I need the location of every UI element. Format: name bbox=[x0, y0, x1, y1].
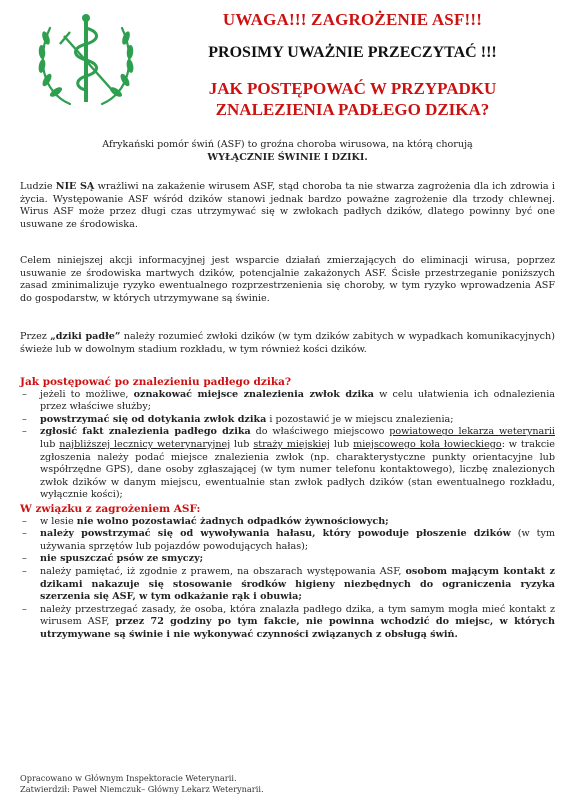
intro-line: Afrykański pomór świń (ASF) to groźna choroba wirusowa, na którą chorują bbox=[102, 139, 473, 150]
text-run: należy rozumieć zwłoki dzików (w tym dzików zabitych w wypadkach komunikacyjnych) świeże lub w dowolnym stadium rozkładu, w tym również kości dzików. bbox=[20, 331, 555, 355]
text-run: Przez bbox=[20, 331, 51, 342]
asf-rules-list bbox=[20, 516, 555, 642]
text-run: w celu ułatwienia ich odnalezienia przez właściwe służby; bbox=[40, 388, 555, 413]
text-run: do właściwego miejscowo bbox=[250, 426, 390, 438]
intro-emphasis: WYŁĄCZNIE ŚWINIE I DZIKI. bbox=[207, 151, 368, 163]
list-item bbox=[20, 528, 555, 553]
emphasis-not-are: NIE SĄ bbox=[55, 181, 95, 192]
text-run: : w trakcie zgłoszenia należy podać miejsce znalezienia zwłok (np. charakterystyczne punkty orientacyjne lub współrzędne GPS), dane osoby zgłaszającej (w tym numer telefonu kontaktowego), liczbę znalezionych zwłok dzików w danym miejscu, ewentualnie stan zwłok padłych dzików (stan ewentualnego rozkładu, wyłącznie kości); bbox=[40, 438, 555, 501]
warning-title: UWAGA!!! ZAGROŻENIE ASF!!! bbox=[222, 10, 483, 29]
section-heading-what-to-do: Jak postępować po znalezieniu padłego dzika? bbox=[20, 376, 292, 388]
contact-vet-clinic: najbliższej lecznicy weterynaryjnej bbox=[59, 438, 231, 450]
please-read-title: PROSIMY UWAŻNIE PRZECZYTAĆ !!! bbox=[208, 44, 497, 61]
emphasis: osobom mającym kontakt z dzikami nakazuje się stosowanie środków higieny niezbędnych do ograniczenia ryzyka szerzenia się ASF, w tym odkażanie rąk i obuwia; bbox=[40, 565, 555, 603]
contact-hunting-club: miejscowego koła łowieckiego bbox=[353, 438, 502, 450]
list-item bbox=[20, 604, 555, 642]
section-heading-asf-threat: W związku z zagrożeniem ASF: bbox=[20, 502, 201, 515]
people-not-susceptible-paragraph bbox=[20, 181, 555, 231]
emphasis: nie spuszczać psów ze smyczy; bbox=[40, 553, 204, 565]
list-item bbox=[20, 516, 555, 529]
instructions-list bbox=[20, 389, 555, 502]
list-item bbox=[20, 414, 555, 427]
emphasis: zgłosić fakt znalezienia padłego dzika bbox=[40, 426, 251, 438]
list-item bbox=[20, 553, 555, 566]
footer bbox=[20, 773, 264, 795]
list-item bbox=[20, 426, 555, 502]
footer-approved-by: Zatwierdził: Paweł Niemczuk– Główny Lekarz Weterynarii. bbox=[20, 784, 264, 794]
text-run: lub bbox=[230, 438, 254, 450]
instructions-section bbox=[20, 376, 555, 641]
footer-prepared-by: Opracowano w Głównym Inspektoracie Weterynarii. bbox=[20, 773, 237, 783]
text-run: należy pamiętać, iż zgodnie z prawem, na obszarach występowania ASF, bbox=[40, 565, 406, 577]
veterinary-inspection-emblem-icon bbox=[30, 6, 142, 110]
text-run: Ludzie bbox=[20, 181, 56, 192]
campaign-purpose-paragraph: Celem niniejszej akcji informacyjnej jest wsparcie działań zmierzających do eliminacji wirusa, poprzez usuwanie ze środowiska martwych dzików, potencjalnie zakażonych ASF. Ścisłe przestrzeganie poniższych zasad zminimalizuje ryzyko ewentualnego rozprzestrzenienia się choroby, w tym ryzyko wprowadzenia ASF do gospodarstw, w których utrzymywane są świnie. bbox=[20, 255, 555, 304]
text-run: (w tym używania sprzętów lub pojazdów powodujących hałas); bbox=[40, 528, 555, 552]
list-item bbox=[20, 566, 555, 604]
text-run: lub bbox=[330, 438, 354, 450]
emphasis: przez 72 godziny po tym fakcie, nie powinna wchodzić do miejsc, w których utrzymywane są świnie i nie wykonywać czynności związanych z obsługą świń. bbox=[40, 616, 555, 640]
text-run: należy przestrzegać zasady, że osoba, która znalazła padłego dzika, a tym samym mogła mieć kontakt z wirusem ASF, bbox=[40, 603, 555, 628]
text-run: lub bbox=[40, 438, 60, 450]
question-title bbox=[140, 78, 565, 120]
text-run: i pozostawić je w miejscu znalezienia; bbox=[266, 413, 454, 425]
text-run: w lesie bbox=[40, 515, 77, 527]
text-run: jeżeli to możliwe, bbox=[40, 388, 134, 400]
contact-city-guard: straży miejskiej bbox=[253, 438, 331, 450]
emphasis-dead-boars: „dziki padłe” bbox=[50, 331, 121, 342]
contact-county-vet: powiatowego lekarza weterynarii bbox=[389, 426, 555, 438]
question-title-line: ZNALEZIENIA PADŁEGO DZIKA? bbox=[215, 100, 490, 119]
text-run: wrażliwi na zakażenie wirusem ASF, stąd choroba ta nie stwarza zagrożenia dla ich zdrowia i życia. Występowanie ASF wśród dzików stanowi jednak bardzo poważne zagrożenie dla trzody chlewnej. Wirus ASF może przez długi czas utrzymywać się w zwłokach padłych dzików, dlatego powinny być one usuwane ze środowiska. bbox=[20, 181, 555, 230]
question-title-line: JAK POSTĘPOWAĆ W PRZYPADKU bbox=[208, 79, 497, 98]
list-item bbox=[20, 389, 555, 414]
emphasis: należy powstrzymać się od wywoływania hałasu, który powoduje płoszenie dzików bbox=[40, 528, 511, 540]
emphasis: nie wolno pozostawiać żadnych odpadków żywnościowych; bbox=[76, 515, 389, 527]
dead-boars-definition-paragraph bbox=[20, 331, 555, 356]
intro-paragraph bbox=[20, 139, 555, 164]
emphasis: oznakować miejsce znalezienia zwłok dzika bbox=[133, 388, 375, 400]
emphasis: powstrzymać się od dotykania zwłok dzika bbox=[40, 413, 267, 425]
